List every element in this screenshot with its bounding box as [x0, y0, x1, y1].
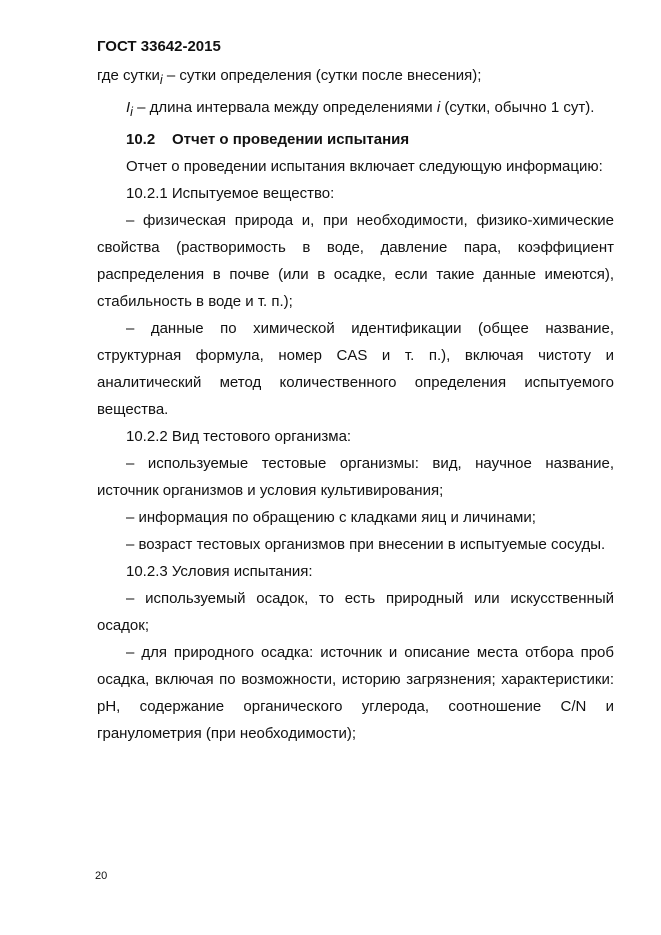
list-item: – возраст тестовых организмов при внесении в испытуемые сосуды.: [126, 536, 606, 553]
list-item: – физическая природа и, при необходимости, физико-химические свойства (растворимость в воде, давление пара, коэффициент распределения в почве (или в осадке, если такие данные имеются), стабильность в воде и т. п.);: [97, 212, 614, 310]
list-item: – для природного осадка: источник и описание места отбора проб осадка, включая по возможности, историю загрязнения; характеристики: pH, содержание органического углерода, соотношение C/N и гранулометрия (при необходимости);: [97, 644, 614, 742]
list-item: – используемый осадок, то есть природный или искусственный осадок;: [97, 590, 614, 634]
variable-symbol: I: [126, 99, 131, 116]
subsection-heading: 10.2.1 Испытуемое вещество:: [126, 185, 335, 202]
variable-definition: [97, 94, 614, 126]
list-item: – данные по химической идентификации (общее название, структурная формула, номер CAS и т. п.), включая чистоту и аналитический метод количественного определения испытуемого вещества.: [97, 320, 614, 418]
list-item: – информация по обращению с кладками яиц и личинами;: [126, 509, 536, 526]
variable-symbol: i: [436, 99, 441, 116]
subsection-heading: 10.2.2 Вид тестового организма:: [126, 428, 352, 445]
section-number: 10.2: [126, 131, 156, 148]
paragraph: Отчет о проведении испытания включает следующую информацию:: [126, 158, 603, 175]
section-title: Отчет о проведении испытания: [172, 131, 410, 148]
text-fragment: – длина интервала между определениями: [132, 99, 437, 116]
document-id: ГОСТ 33642-2015: [97, 38, 221, 55]
subsection-heading: 10.2.3 Условия испытания:: [126, 563, 313, 580]
text-fragment: (сутки, обычно 1 сут).: [440, 99, 595, 116]
text-fragment: где сутки: [97, 67, 160, 84]
list-item: – используемые тестовые организмы: вид, научное название, источник организмов и условия культивирования;: [97, 455, 614, 499]
subscript: i: [130, 105, 133, 119]
document-body: [97, 62, 614, 747]
section-heading: [97, 126, 614, 153]
page-number: 20: [95, 870, 108, 882]
variable-definition: [97, 62, 614, 94]
text-fragment: – сутки определения (сутки после внесения);: [162, 67, 482, 84]
subscript: i: [159, 73, 163, 87]
